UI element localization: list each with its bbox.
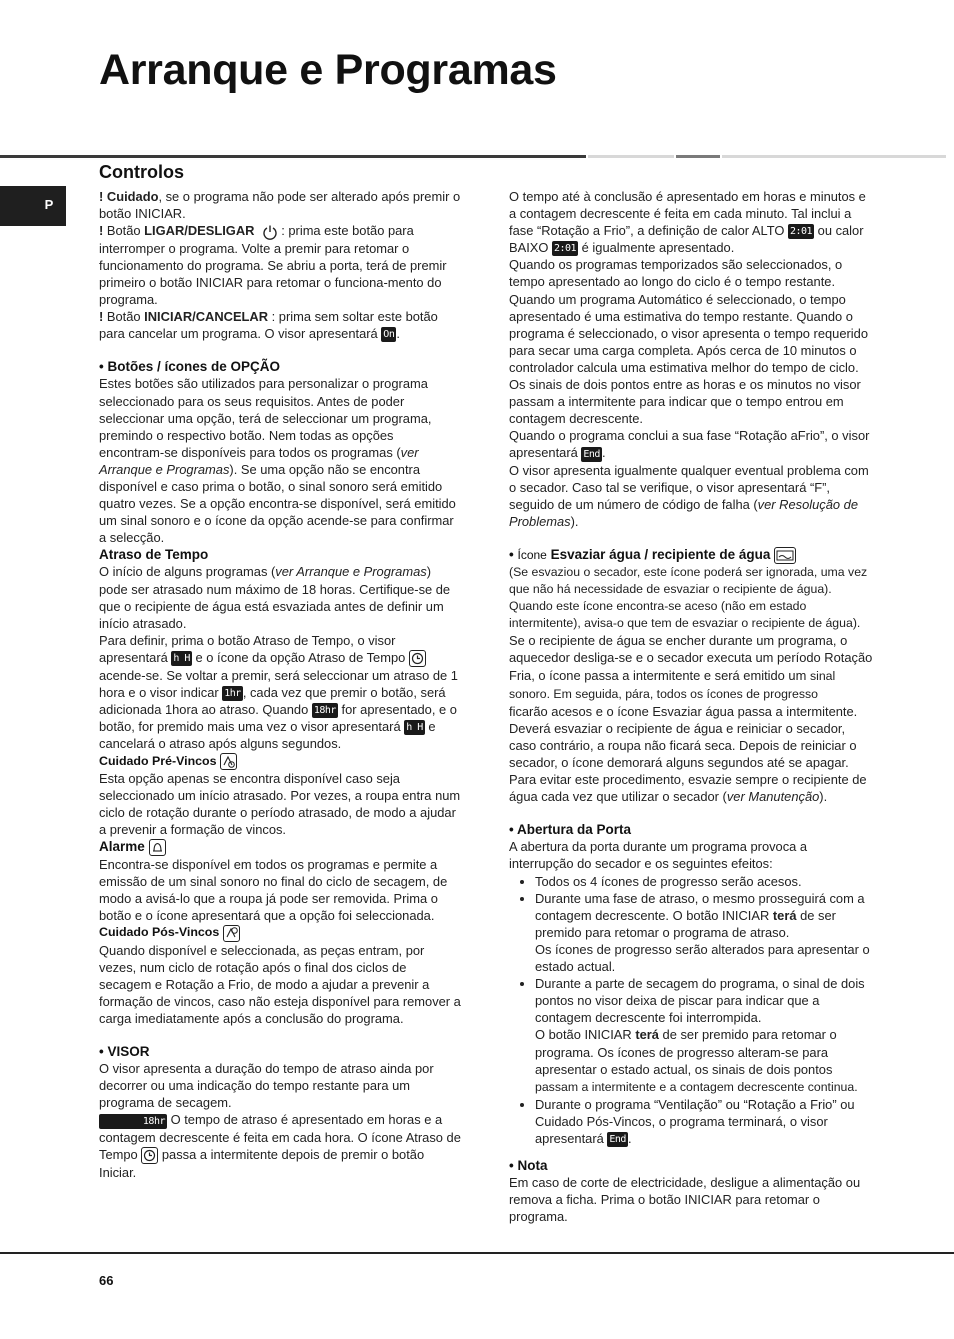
text: O visor apresenta igualmente qualquer eventual problema com o secador. Caso tal se verifique, o visor apresentará “F”, seguido de um número de código de falha (: [509, 462, 869, 512]
list-item: [535, 1096, 875, 1147]
list-item: [535, 975, 875, 1096]
spacer: [509, 805, 875, 821]
text: Botão: [103, 309, 145, 325]
door-text: A abertura da porta durante um programa provoca a interrupção do secador e os seguintes efeitos:: [509, 839, 808, 872]
language-tab-label: P: [44, 197, 54, 212]
water-heading: [509, 546, 875, 564]
water-text-1: [509, 632, 875, 702]
text: ficarão acesos e o ícone Esvaziar água passa a intermitente. Deverá esvaziar o recipiente de água e reiniciar o secador, caso contrário, a roupa não ficará seca. Depois de reiniciar o secador, o ícone demorará alguns segundos até se apagar. Para evitar este procedimento, esvazie sempre o recipiente de água cada vez que utilizar o secador (: [509, 703, 867, 805]
emphasis: terá: [772, 907, 797, 923]
text: é igualmente apresentado.: [578, 240, 735, 256]
display-high-heat: 2:01: [789, 226, 813, 238]
fault-text: [509, 462, 875, 530]
text: ).: [819, 789, 828, 805]
pre-crease-heading: [99, 753, 461, 770]
time-text-2: Quando os programas temporizados são seleccionados, o tempo apresentado ao longo do ciclo é o tempo restante. Quando um programa Automático é seleccionado, o tempo apresentado é uma estimativa do tempo restante. Quando o programa é seleccionado, o visor apresenta o tempo requerido para secar uma carga completa. Após cerca de 10 minutos o controlador calcula uma estimativa melhor do tempo de ciclo. Os sinais de dois pontos entre as horas e os minutos no visor passam a intermitente para indicar que o tempo entrou em contagem decrescente.: [509, 257, 868, 427]
header-rule-mid: [676, 155, 720, 158]
exclamation-mark: !: [99, 309, 104, 325]
spacer: [99, 342, 461, 358]
options-heading: • Botões / ícones de OPÇÃO: [99, 359, 281, 375]
clock-delay-icon: [409, 650, 426, 667]
text: : prima sem soltar este botão para cancelar um programa. O visor apresentará: [99, 309, 438, 342]
display-18hr: 18hr: [313, 705, 336, 717]
display-h: h H: [173, 653, 190, 665]
delay-text-2: [99, 632, 461, 753]
spacer: [509, 1147, 875, 1157]
text: Esvaziar água / recipiente de água: [546, 546, 771, 562]
warning-paragraph-3: [99, 308, 461, 342]
note-heading: • Nota: [509, 1158, 548, 1174]
text: .: [396, 326, 400, 342]
text: O início de alguns programas (: [99, 564, 276, 580]
spacer: [509, 530, 875, 546]
reference: ver Arranque e Programas: [99, 444, 419, 477]
text: e o ícone da opção Atraso de Tempo: [191, 649, 409, 665]
left-column: [99, 188, 461, 1181]
post-crease-icon: [223, 925, 240, 942]
door-heading: • Abertura da Porta: [509, 822, 632, 838]
time-text-3: [509, 427, 875, 461]
display-low-heat: 2:01: [553, 243, 577, 255]
bullet: •: [509, 546, 518, 562]
text: sinal sonoro. Em seguida, pára, todos os ícones de progresso: [509, 668, 836, 701]
pre-crease-icon: [220, 753, 237, 770]
display-on: On: [383, 329, 395, 341]
text: ). Se uma opção não se encontra disponível e caso prima o botão, o sinal sonoro será emitido quatro vezes. Se a opção encontra-se disponível, será emitido um sinal sonoro e o ícone da opção acende-se para confirmar a selecção.: [99, 461, 456, 546]
spacer: [99, 1027, 461, 1043]
caution-label: Cuidado: [106, 189, 159, 204]
text: ) pode ser atrasado num máximo de 18 horas. Certifique-se de que o recipiente de água está esvaziada antes de definir um início atrasado.: [99, 564, 451, 631]
list-item: [535, 890, 875, 975]
text: Os ícones de progresso serão alterados para apresentar o estado actual.: [535, 941, 870, 975]
exclamation-mark: !: [99, 189, 104, 204]
display-heading: • VISOR: [99, 1044, 150, 1060]
warning-paragraph-1: [99, 188, 461, 222]
text: Alarme: [99, 839, 145, 855]
delay-heading: Atraso de Tempo: [99, 547, 209, 563]
alarm-text: Encontra-se disponível em todos os programas e permite a emissão de um sinal sonoro no final do ciclo de secagem, de modo a avisá-lo que a roupa já pode ser removida. Prima o botão e o ícone apresentará que a opção foi seleccionada.: [99, 857, 448, 924]
header-rule-light: [588, 155, 674, 158]
display-end: End: [609, 1134, 626, 1146]
text: .: [601, 445, 606, 461]
text: Para definir, prima o botão Atraso de Tempo, o visor apresentará: [99, 632, 396, 665]
water-note: (Se esvaziou o secador, este ícone poderá ser ignorada, uma vez que não há necessidade de esvaziar o recipiente de água). Quando este ícone encontra-se aceso (não em estado intermitente), avisa-o que tem de esvaziar o recipiente de água).: [509, 564, 868, 631]
footer-rule: [0, 1252, 954, 1254]
text: Quando o programa conclui a sua fase “Rotação aFrio”, o visor apresentará: [509, 428, 870, 461]
text: passa a intermitente depois de premir o botão Iniciar.: [99, 1146, 425, 1180]
display-1hr: 1hr: [224, 688, 241, 700]
start-cancel-label: INICIAR/CANCELAR: [144, 309, 269, 325]
text: Estes botões são utilizados para personalizar o programa seleccionado para os seus requisitos. Antes de poder seleccionar uma opção, terá de seleccionar um programa, premindo o respectivo botão. Nem todas as opções encontram-se disponíveis para todos os programas (: [99, 376, 432, 460]
time-text-1: [509, 188, 875, 256]
door-effects-list: [509, 873, 875, 1148]
text: ).: [570, 513, 579, 529]
emphasis: terá: [635, 1027, 659, 1043]
options-text: [99, 375, 461, 546]
text: : prima este botão para interromper o programa. Volte a premir para retomar o funcionamento do programa. Se abriu a porta, terá de premir primeiro o botão INICIAR para retomar o funciona-mento do programa.: [99, 223, 447, 308]
text: , se o programa não pode ser alterado após premir o botão INICIAR.: [99, 189, 461, 222]
post-crease-text: Quando disponível e seleccionada, as peças entram, por vezes, num ciclo de rotação após o final dos ciclos de secagem e Rotação a Frio, de modo a ajudar a prevenir a formação de vincos, caso não esteja disponível para remover a carga imediatamente após a conclusão do programa.: [99, 942, 461, 1026]
text: .: [627, 1130, 632, 1146]
clock-delay-icon: [141, 1147, 158, 1164]
on-off-label: LIGAR/DESLIGAR: [144, 223, 255, 239]
text: O tempo de atraso é apresentado em horas e a contagem decrescente é feita em cada hora. O ícone Atraso de Tempo: [99, 1112, 461, 1162]
display-text-1: O visor apresenta a duração do tempo de atraso ainda por decorrer ou uma indicação do tempo restante para um programa de secagem.: [99, 1061, 434, 1111]
reference: ver Manutenção: [726, 789, 820, 805]
text: Durante a parte de secagem do programa, o sinal de dois pontos no visor deixa de piscar para indicar que a contagem decrescente foi interrompida.: [535, 976, 865, 1026]
list-item: • Todos os 4 ícones de progresso serão acesos.: [535, 873, 875, 890]
bell-icon: [149, 839, 166, 856]
post-crease-heading: [99, 924, 461, 941]
display-text-2: [99, 1111, 461, 1180]
text: Botão: [103, 223, 145, 239]
text: O tempo até à conclusão é apresentado em horas e minutos e a contagem decrescente é feita em cada minuto. Tal inclui a fase “Rotação a Frio”, a definição de calor ALTO: [509, 189, 866, 239]
display-delay-bar: 18hr: [99, 1114, 167, 1129]
water-container-icon: [774, 547, 796, 564]
exclamation-mark: !: [99, 223, 104, 239]
text: acende-se. Se voltar a premir, será seleccionar um atraso de 1 hora e o visor indicar: [99, 668, 458, 701]
text: for apresentado, e o botão, for premido mais uma vez o visor apresentará: [99, 702, 457, 735]
page-number: 66: [99, 1273, 114, 1288]
text: Cuidado Pré-Vincos: [99, 753, 217, 768]
reference: ver Resolução de Problemas: [509, 496, 858, 529]
header-rule-dark: [0, 155, 586, 158]
text: Durante uma fase de atraso, o mesmo prosseguirá com a contagem decrescente. O botão INICIAR: [535, 890, 865, 923]
header-rule-light-right: [722, 155, 946, 158]
text: Se o recipiente de água se encher durante um programa, o aquecedor desliga-se e o secador executa um período Rotação Fria, o ícone passa a intermitente e será emitido um: [509, 633, 873, 683]
page-title: Arranque e Programas: [99, 46, 557, 94]
text: de ser premido para retomar o programa. Os ícones de progresso alteram-se para apresentar o estado actual, os sinais de dois pontos: [535, 1027, 837, 1077]
language-tab: [0, 186, 66, 226]
note-text: Em caso de corte de electricidade, desligue a alimentação ou remova a ficha. Prima o botão INICIAR para retomar o programa.: [509, 1175, 861, 1225]
reference: ver Arranque e Programas: [275, 564, 427, 580]
section-title: Controlos: [99, 162, 184, 182]
text: Durante o programa “Ventilação” ou “Rotação a Frio” ou Cuidado Pós-Vincos, o programa terminará, o visor apresentará: [535, 1096, 855, 1146]
text: Cuidado Pós-Vincos: [99, 925, 220, 940]
icon-word: Ícone: [517, 547, 547, 562]
power-icon: [262, 224, 278, 240]
water-text-2: [509, 703, 875, 806]
display-h-cancel: h H: [406, 722, 423, 734]
text: , cada vez que premir o botão, será adicionada 1hora ao atraso. Quando: [99, 685, 446, 718]
text: ou calor BAIXO: [509, 223, 864, 256]
text: e cancelará o atraso após alguns segundos.: [99, 719, 436, 752]
right-column: [509, 188, 875, 1225]
alarm-heading: [99, 838, 461, 856]
text: passam a intermitente e a contagem decrescente continua.: [535, 1079, 858, 1094]
pre-crease-text: Esta opção apenas se encontra disponível caso seja seleccionado um início atrasado. Por vezes, a roupa entra num ciclo de rotação durante o período atrasado, de modo a ajudar a prevenir a formação de vincos.: [99, 770, 461, 837]
delay-text-1: [99, 563, 461, 631]
text: de ser premido para retomar o programa de atraso.: [535, 907, 836, 940]
display-end: End: [583, 448, 600, 460]
warning-paragraph-2: [99, 222, 461, 308]
text: O botão INICIAR: [535, 1027, 636, 1043]
